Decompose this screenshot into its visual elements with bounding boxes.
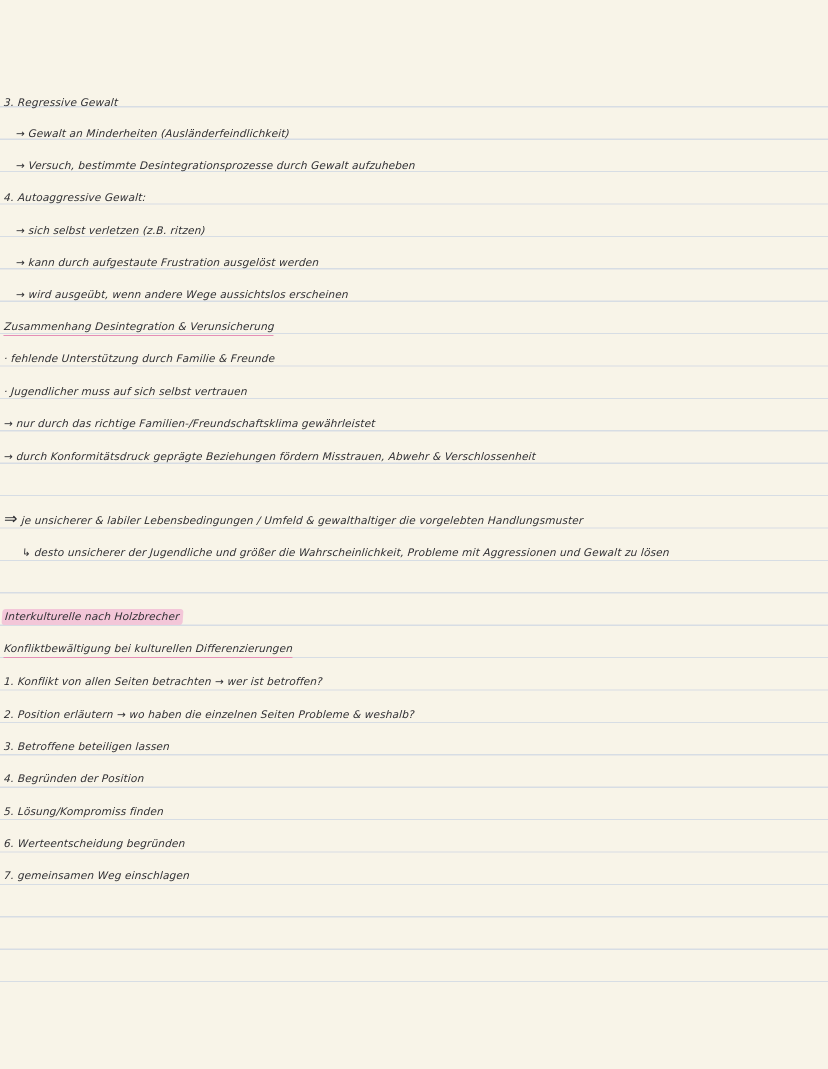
list-item: 6. Werteentscheidung begründen <box>3 838 186 850</box>
note-line: → Gewalt an Minderheiten (Ausländerfeindlichkeit) <box>15 128 291 140</box>
list-item: 7. gemeinsamen Weg einschlagen <box>3 870 191 882</box>
list-item: 1. Konflikt von allen Seiten betrachten → wer ist betroffen? <box>3 676 324 688</box>
heading-zusammenhang: Zusammenhang Desintegration & Verunsicherung <box>3 320 275 336</box>
note-line: → Versuch, bestimmte Desintegrationsprozesse durch Gewalt aufzuheben <box>15 160 416 172</box>
list-item: 2. Position erläutern → wo haben die einzelnen Seiten Probleme & weshalb? <box>3 709 416 721</box>
heading-regressive-gewalt: 3. Regressive Gewalt <box>3 97 119 109</box>
note-line: → sich selbst verletzen (z.B. ritzen) <box>15 225 207 237</box>
list-item: 4. Begründen der Position <box>3 773 145 785</box>
list-item: 5. Lösung/Kompromiss finden <box>3 806 165 818</box>
note-line: → nur durch das richtige Familien-/Freundschaftsklima gewährleistet <box>3 418 376 430</box>
heading-interkulturelle: Interkulturelle nach Holzbrecher <box>1 609 183 625</box>
heading-autoaggressive-gewalt: 4. Autoaggressive Gewalt: <box>3 192 147 204</box>
note-line: · Jugendlicher muss auf sich selbst vertrauen <box>3 386 248 398</box>
note-line: · fehlende Unterstützung durch Familie & Freunde <box>3 353 276 365</box>
list-item: 3. Betroffene beteiligen lassen <box>3 741 171 753</box>
note-line: ↳ desto unsicherer der Jugendliche und größer die Wahrscheinlichkeit, Probleme mit Aggressionen und Gewalt zu lösen <box>21 547 670 559</box>
note-line: → wird ausgeübt, wenn andere Wege aussichtslos erscheinen <box>15 289 349 301</box>
heading-konfliktbewaeltigung: Konfliktbewältigung bei kulturellen Differenzierungen <box>3 642 293 658</box>
conclusion-line <box>3 509 584 528</box>
note-line: → durch Konformitätsdruck geprägte Beziehungen fördern Misstrauen, Abwehr & Verschlossenheit <box>3 451 537 463</box>
note-line: → kann durch aufgestaute Frustration ausgelöst werden <box>15 257 320 269</box>
implication-arrow-icon: ⇒ <box>3 509 19 528</box>
conclusion-text: je unsicherer & labiler Lebensbedingungen / Umfeld & gewalthaltiger die vorgelebten Handlungsmuster <box>21 515 584 527</box>
